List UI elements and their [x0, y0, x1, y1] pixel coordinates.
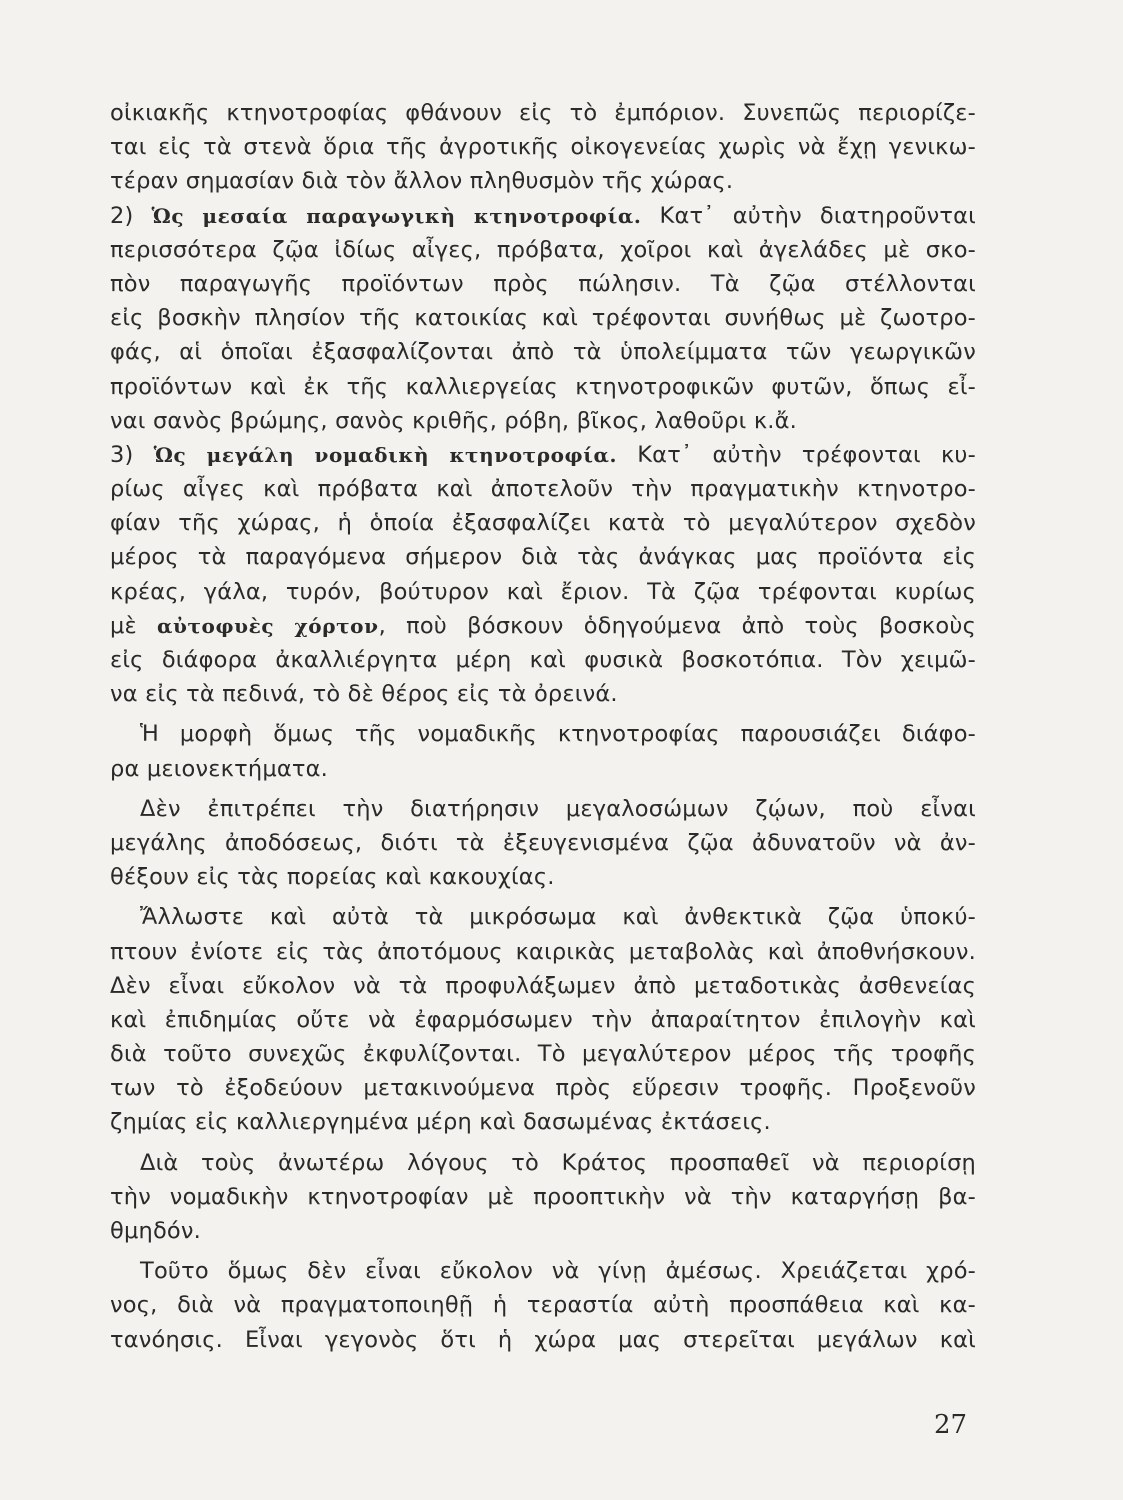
- text-run: , ποὺ βόσκουν ὁδηγούμενα ἀπὸ τοὺς βοσκοὺς: [378, 612, 976, 639]
- section-heading-line: [110, 438, 976, 472]
- text-line: των τὸ ἐξοδεύουν μετακινούμενα πρὸς εὕρεσιν τροφῆς. Προξενοῦν: [110, 1075, 976, 1102]
- text-line: μεγάλης ἀποδόσεως, διότι τὰ ἐξευγενισμένα ζῷα ἀδυνατοῦν νὰ ἀν-: [110, 829, 976, 856]
- text-line: πὸν παραγωγῆς προϊόντων πρὸς πώλησιν. Τὰ ζῷα στέλλονται: [110, 270, 976, 297]
- text-line: ρίως αἶγες καὶ πρόβατα καὶ ἀποτελοῦν τὴν πραγματικὴν κτηνοτρο-: [110, 476, 976, 503]
- paragraph-start-line: Διὰ τοὺς ἀνωτέρω λόγους τὸ Κράτος προσπαθεῖ νὰ περιορίσῃ: [140, 1149, 976, 1176]
- text-line: μέρος τὰ παραγόμενα σήμερον διὰ τὰς ἀνάγκας μας προϊόντα εἰς: [110, 544, 976, 571]
- text-line: κρέας, γάλα, τυρόν, βούτυρον καὶ ἔριον. Τὰ ζῷα τρέφονται κυρίως: [110, 578, 976, 605]
- text-run: Κατ᾽ αὐτὴν τρέφονται κυ-: [617, 441, 976, 468]
- text-line: ναι σανὸς βρώμης, σανὸς κριθῆς, ρόβη, βῖκος, λαθοῦρι κ.ἄ.: [110, 407, 798, 434]
- paragraph-start-line: Δὲν ἐπιτρέπει τὴν διατήρησιν μεγαλοσώμων ζῴων, ποὺ εἶναι: [140, 795, 976, 822]
- text-line: νος, διὰ νὰ πραγματοποιηθῇ ἡ τεραστία αὐτὴ προσπάθεια καὶ κα-: [110, 1292, 976, 1319]
- section-number: 3): [110, 441, 154, 468]
- section-heading: Ὡς μεσαία παραγωγικὴ κτηνοτροφία.: [151, 203, 642, 228]
- text-line: φάς, αἱ ὁποῖαι ἐξασφαλίζονται ἀπὸ τὰ ὑπολείμματα τῶν γεωργικῶν: [110, 339, 976, 366]
- text-line: να εἰς τὰ πεδινά, τὸ δὲ θέρος εἰς τὰ ὀρεινά.: [110, 681, 618, 708]
- text-line: ζημίας εἰς καλλιεργημένα μέρη καὶ δασωμένας ἐκτάσεις.: [110, 1109, 771, 1136]
- page-number: 27: [934, 1410, 968, 1440]
- text-line: τέραν σημασίαν διὰ τὸν ἄλλον πληθυσμὸν τῆς χώρας.: [110, 168, 734, 195]
- paragraph-start-line: Ἄλλωστε καὶ αὐτὰ τὰ μικρόσωμα καὶ ἀνθεκτικὰ ζῷα ὑποκύ-: [140, 904, 976, 931]
- text-line: οἰκιακῆς κτηνοτροφίας φθάνουν εἰς τὸ ἐμπόριον. Συνεπῶς περιορίζε-: [110, 100, 976, 126]
- section-heading: Ὡς μεγάλη νομαδικὴ κτηνοτροφία.: [153, 442, 618, 467]
- text-line: περισσότερα ζῷα ἰδίως αἶγες, πρόβατα, χοῖροι καὶ ἀγελάδες μὲ σκο-: [110, 236, 976, 263]
- paragraph-start-line: Ἡ μορφὴ ὅμως τῆς νομαδικῆς κτηνοτροφίας παρουσιάζει διάφο-: [140, 721, 976, 748]
- paragraph-start-line: Τοῦτο ὅμως δὲν εἶναι εὔκολον νὰ γίνῃ ἀμέσως. Χρειάζεται χρό-: [140, 1258, 976, 1285]
- section-heading-line: [110, 199, 976, 233]
- text-line: διὰ τοῦτο συνεχῶς ἐκφυλίζονται. Τὸ μεγαλύτερον μέρος τῆς τροφῆς: [110, 1041, 976, 1068]
- text-line: εἰς διάφορα ἀκαλλιέργητα μέρη καὶ φυσικὰ βοσκοτόπια. Τὸν χειμῶ-: [110, 647, 976, 673]
- text-line: θμηδόν.: [110, 1218, 201, 1244]
- section-number: 2): [110, 202, 152, 229]
- document-body: [110, 96, 976, 1357]
- text-line: εἰς βοσκὴν πλησίον τῆς κατοικίας καὶ τρέφονται συνήθως μὲ ζωοτρο-: [110, 305, 976, 332]
- text-line: τὴν νομαδικὴν κτηνοτροφίαν μὲ προοπτικὴν νὰ τὴν καταργήσῃ βα-: [110, 1183, 976, 1210]
- text-run: μὲ: [110, 612, 158, 639]
- text-line: Δὲν εἶναι εὔκολον νὰ τὰ προφυλάξωμεν ἀπὸ μεταδοτικὰς ἀσθενείας: [110, 972, 976, 999]
- text-run: Κατ᾽ αὐτὴν διατηροῦνται: [641, 202, 976, 229]
- text-line: φίαν τῆς χώρας, ἡ ὁποία ἐξασφαλίζει κατὰ τὸ μεγαλύτερον σχεδὸν: [110, 510, 976, 537]
- text-line: θέξουν εἰς τὰς πορείας καὶ κακουχίας.: [110, 864, 555, 891]
- text-line: τανόησις. Εἶναι γεγονὸς ὅτι ἡ χώρα μας στερεῖται μεγάλων καὶ: [110, 1326, 976, 1353]
- text-line: ται εἰς τὰ στενὰ ὅρια τῆς ἀγροτικῆς οἰκογενείας χωρὶς νὰ ἔχῃ γενικω-: [110, 134, 976, 161]
- emphasis-term: αὐτοφυὲς χόρτον: [157, 613, 379, 638]
- text-line: καὶ ἐπιδημίας οὔτε νὰ ἐφαρμόσωμεν τὴν ἀπαραίτητον ἐπιλογὴν καὶ: [110, 1006, 976, 1033]
- emphasis-line: [110, 609, 976, 643]
- text-line: πτουν ἐνίοτε εἰς τὰς ἀποτόμους καιρικὰς μεταβολὰς καὶ ἀποθνήσκουν.: [110, 938, 976, 965]
- text-line: ρα μειονεκτήματα.: [110, 755, 328, 782]
- text-line: προϊόντων καὶ ἐκ τῆς καλλιεργείας κτηνοτροφικῶν φυτῶν, ὅπως εἶ-: [110, 373, 976, 400]
